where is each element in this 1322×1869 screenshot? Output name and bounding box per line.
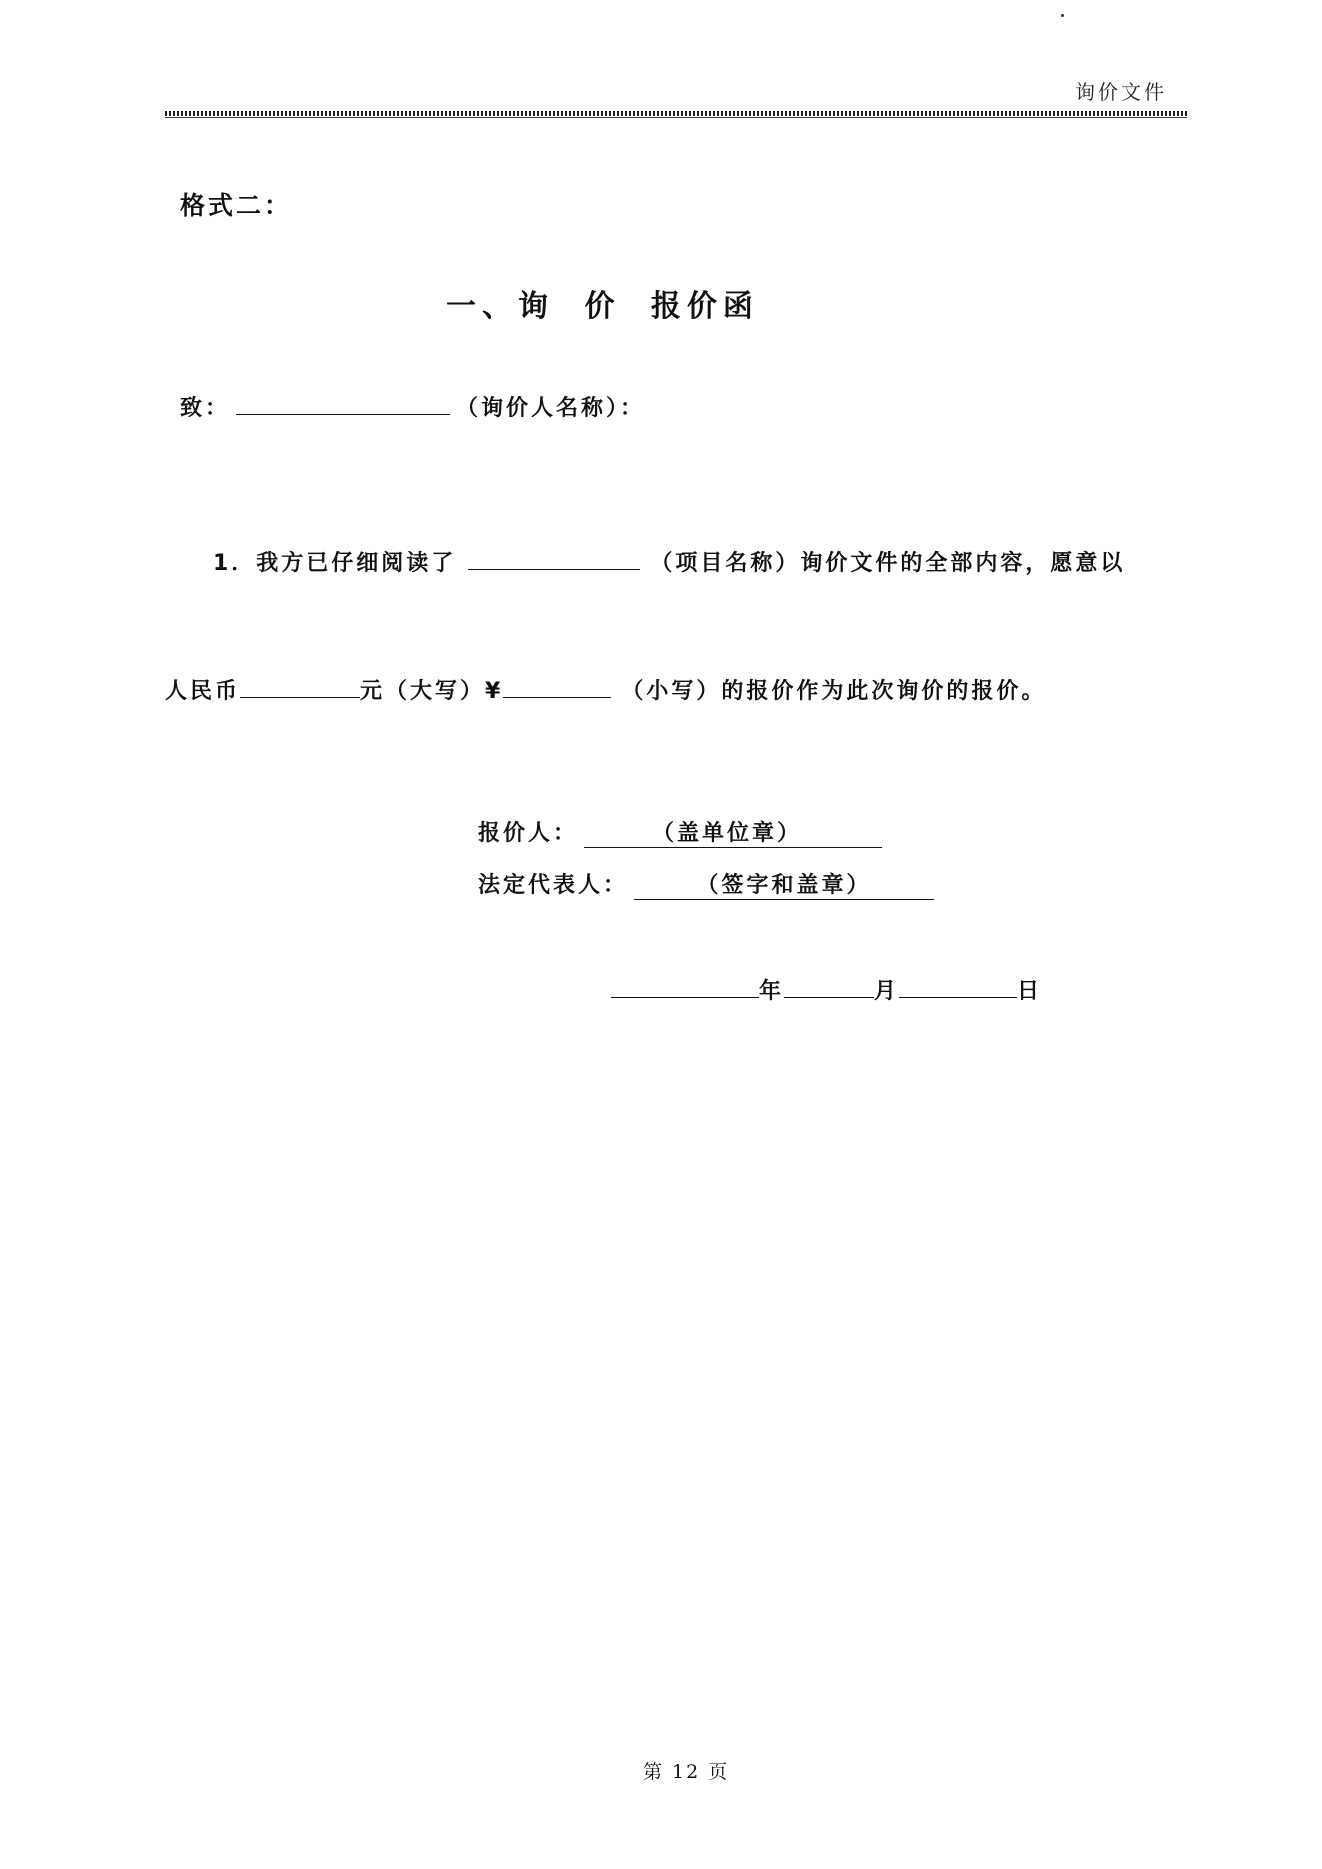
project-name-blank[interactable] [468,546,640,570]
representative-line [478,868,934,900]
signer-value: （盖单位章） [652,821,803,846]
representative-field[interactable] [634,868,934,900]
month-blank[interactable] [784,974,874,998]
year-label: 年 [759,979,785,1005]
document-title: 一、询 价 报价函 [446,289,759,324]
addressee-suffix: （询价人名称）： [456,396,646,422]
paragraph-2-suffix: （小写）的报价作为此次询价的报价。 [621,679,1047,705]
signer-label: 报价人： [478,821,579,846]
month-label: 月 [874,979,900,1005]
header-divider-underline [165,117,1187,118]
paragraph-1-prefix: 1．我方已仔细阅读了 [213,551,457,577]
addressee-prefix: 致： [180,396,231,422]
paragraph-1-suffix: （项目名称）询价文件的全部内容，愿意以 [650,551,1126,577]
addressee-blank[interactable] [236,391,450,415]
amount-lowercase-blank[interactable] [503,674,611,698]
addressee-line [180,391,645,422]
amount-uppercase-blank[interactable] [240,674,360,698]
day-label: 日 [1017,979,1043,1005]
date-line [611,974,1042,1005]
signer-field[interactable] [584,816,882,848]
paragraph-2-middle: 元（大写）¥ [360,679,504,705]
format-label: 格式二： [180,191,293,220]
header-title: 询价文件 [1075,80,1167,104]
year-blank[interactable] [611,974,759,998]
signer-line [478,816,882,848]
scan-speck [1061,14,1064,17]
page-number: 第 12 页 [643,1761,730,1783]
paragraph-2 [165,674,1046,705]
paragraph-1 [213,546,1125,577]
representative-value: （签字和盖章） [696,873,872,898]
header-divider [165,111,1187,116]
representative-label: 法定代表人： [478,873,629,898]
day-blank[interactable] [899,974,1017,998]
paragraph-2-prefix: 人民币 [165,679,241,705]
